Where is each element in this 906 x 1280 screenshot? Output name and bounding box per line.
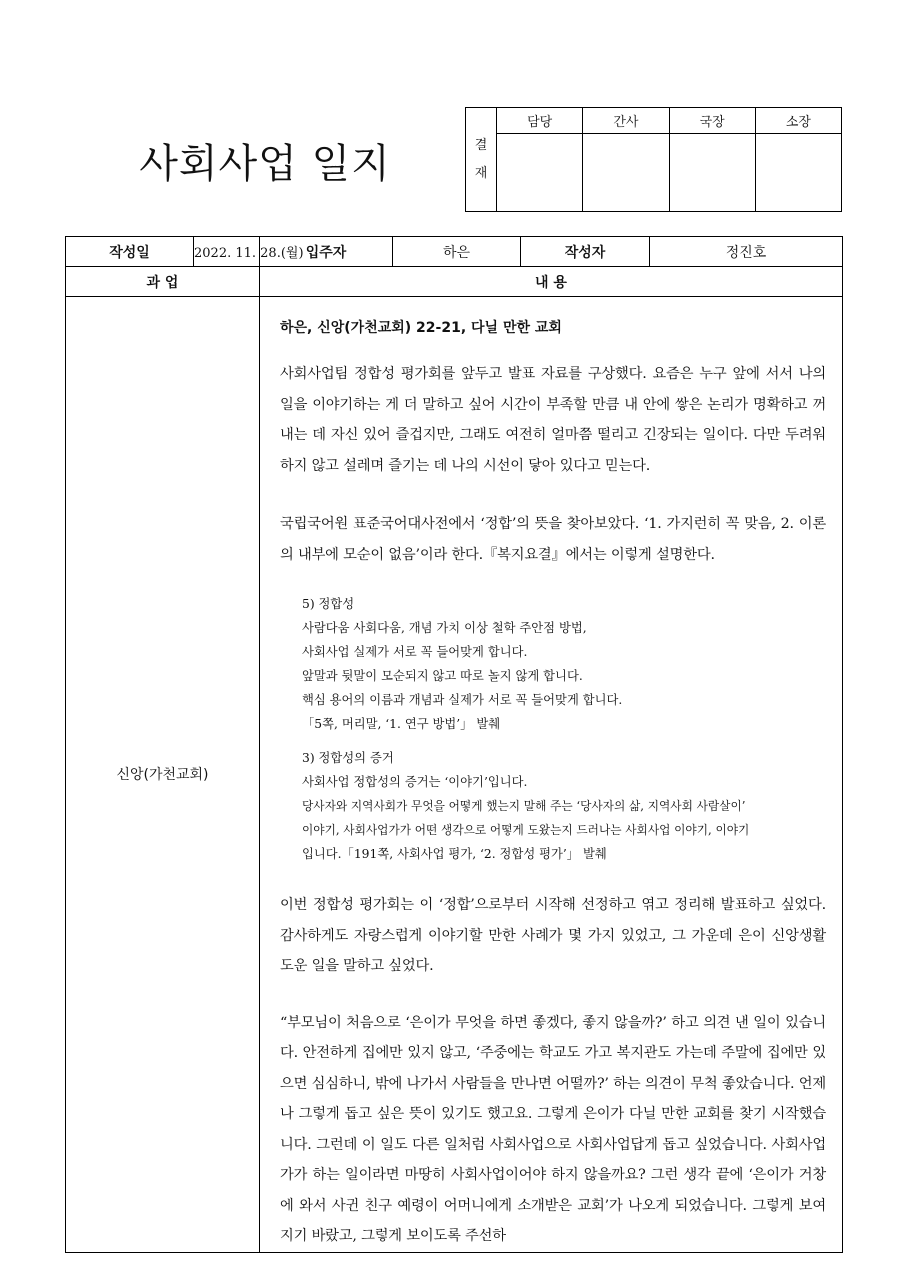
approval-label-char-2: 재 bbox=[474, 165, 488, 181]
approval-sign-manager[interactable] bbox=[497, 134, 583, 212]
quote2-line-1: 3) 정합성의 증거 bbox=[302, 751, 394, 765]
task-column-header: 과 업 bbox=[66, 267, 260, 297]
approval-header-chief: 소장 bbox=[755, 108, 841, 134]
quote-block bbox=[302, 592, 826, 866]
approval-label bbox=[466, 108, 497, 212]
quote1-line-6: 「5쪽, 머리말, ‘1. 연구 방법’」 발췌 bbox=[302, 717, 501, 731]
quote2-line-4: 이야기, 사회사업가가 어떤 생각으로 어떻게 도왔는지 드러나는 사회사업 이야기, 이야기 bbox=[302, 823, 750, 837]
content-paragraph-4: “부모님이 처음으로 ‘은이가 무엇을 하면 좋겠다, 좋지 않을까?’ 하고 의견 낸 일이 있습니다. 안전하게 집에만 있지 않고, ‘주중에는 학교도 가고 복지관도 가는데 주말에 집에만 있으면 심심하니, 밖에 나가서 사람들을 만나면 어떨까?’ 하는 의견이 무척 좋았습니다. 언제나 그렇게 돕고 싶은 뜻이 있기도 했고요. 그렇게 은이가 다닐 만한 교회를 찾기 시작했습니다. 그런데 이 일도 다른 일처럼 사회사업으로 사회사업답게 돕고 싶었습니다. 사회사업가가 하는 일이라면 마땅히 사회사업이어야 하지 않을까요? 그런 생각 끝에 ‘은이가 거창에 와서 사귄 친구 예령이 어머니에게 소개받은 교회’가 나오게 되었습니다. 그렇게 보여지기 바랐고, 그렇게 보이도록 주선하 bbox=[280, 1014, 826, 1244]
quote1-line-2: 사람다움 사회다움, 개념 가치 이상 철학 주안점 방법, bbox=[302, 621, 587, 635]
approval-sign-director[interactable] bbox=[669, 134, 755, 212]
author-label: 작성자 bbox=[521, 237, 650, 267]
content-column-header: 내 용 bbox=[260, 267, 843, 297]
content-cell bbox=[260, 297, 843, 1253]
approval-sign-chief[interactable] bbox=[755, 134, 841, 212]
quote2-line-2: 사회사업 정합성의 증거는 ‘이야기’입니다. bbox=[302, 775, 528, 789]
content-heading: 하은, 신앙(가천교회) 22-21, 다닐 만한 교회 bbox=[280, 320, 562, 336]
date-value: 2022. 11. 28.(월) bbox=[194, 237, 260, 267]
author-value: 정진호 bbox=[650, 237, 843, 267]
approval-header-manager: 담당 bbox=[497, 108, 583, 134]
task-name: 신앙(가천교회) bbox=[66, 297, 260, 1253]
document-title: 사회사업 일지 bbox=[139, 141, 391, 187]
quote2-line-5: 입니다.「191쪽, 사회사업 평가, ‘2. 정합성 평가’」 발췌 bbox=[302, 847, 607, 861]
content-paragraph-3: 이번 정합성 평가회는 이 ‘정합’으로부터 시작해 선정하고 엮고 정리해 발표하고 싶었다. 감사하게도 자랑스럽게 이야기할 만한 사례가 몇 가지 있었고, 그 가운데 은이 신앙생활 도운 일을 말하고 싶었다. bbox=[280, 897, 826, 974]
approval-box bbox=[465, 107, 842, 212]
content-paragraph-1: 사회사업팀 정합성 평가회를 앞두고 발표 자료를 구상했다. 요즘은 누구 앞에 서서 나의 일을 이야기하는 게 더 말하고 싶어 시간이 부족할 만큼 내 안에 쌓은 논리가 명확하고 꺼내는 데 자신 있어 즐겁지만, 그래도 여전히 얼마쯤 떨리고 긴장되는 일이다. 다만 두려워하지 않고 설레며 즐기는 데 나의 시선이 닿아 있다고 믿는다. bbox=[280, 366, 826, 474]
date-label: 작성일 bbox=[66, 237, 194, 267]
resident-label: 입주자 bbox=[260, 237, 393, 267]
journal-table bbox=[65, 236, 843, 1253]
approval-header-secretary: 간사 bbox=[583, 108, 669, 134]
approval-sign-secretary[interactable] bbox=[583, 134, 669, 212]
quote1-line-3: 사회사업 실제가 서로 꼭 들어맞게 합니다. bbox=[302, 645, 528, 659]
approval-header-director: 국장 bbox=[669, 108, 755, 134]
content-paragraph-2: 국립국어원 표준국어대사전에서 ‘정합’의 뜻을 찾아보았다. ‘1. 가지런히 꼭 맞음, 2. 이론의 내부에 모순이 없음’이라 한다.『복지요결』에서는 이렇게 설명한다. bbox=[280, 516, 826, 563]
quote2-line-3: 당사자와 지역사회가 무엇을 어떻게 했는지 말해 주는 ‘당사자의 삶, 지역사회 사람살이’ bbox=[302, 799, 746, 813]
resident-value: 하은 bbox=[393, 237, 521, 267]
quote1-line-5: 핵심 용어의 이름과 개념과 실제가 서로 꼭 들어맞게 합니다. bbox=[302, 693, 623, 707]
approval-label-char-1: 결 bbox=[474, 137, 488, 153]
quote1-line-1: 5) 정합성 bbox=[302, 597, 355, 611]
quote1-line-4: 앞말과 뒷말이 모순되지 않고 따로 놀지 않게 합니다. bbox=[302, 669, 583, 683]
